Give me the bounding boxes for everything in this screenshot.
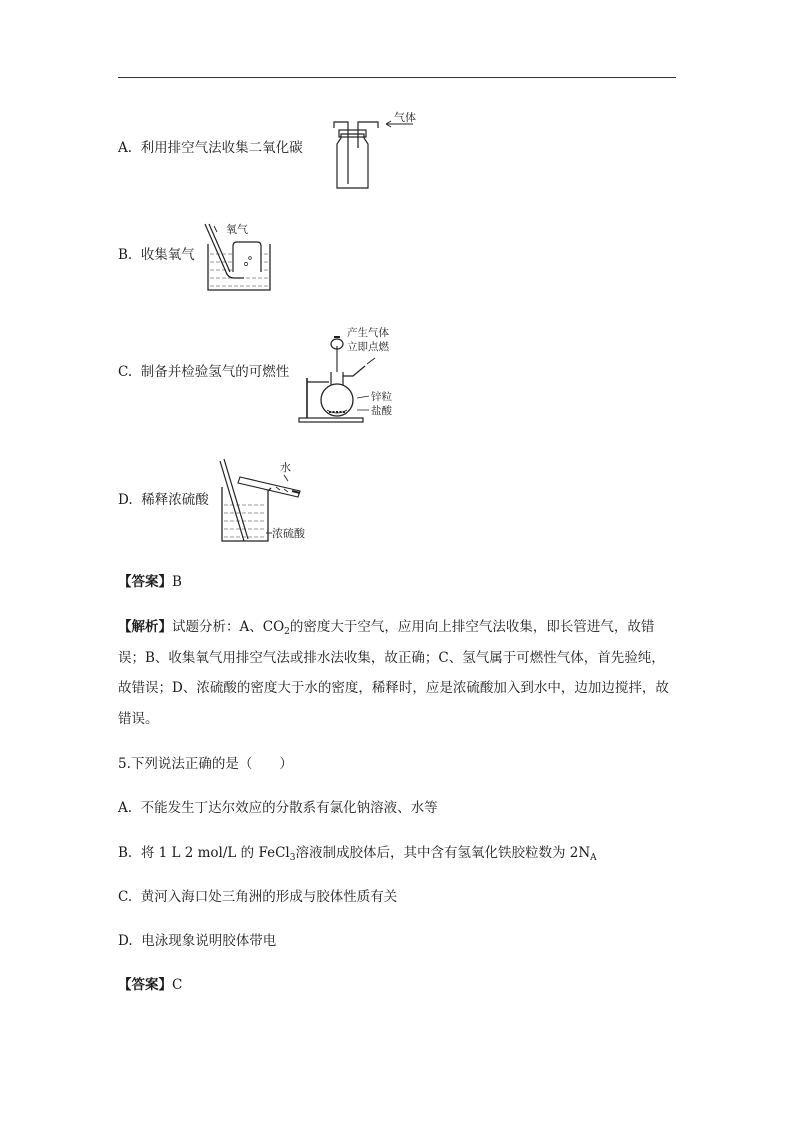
q5-option-d	[118, 931, 276, 951]
option-letter: B.	[118, 247, 133, 263]
option-letter: D.	[118, 933, 133, 949]
option-letter: A.	[118, 140, 133, 156]
option-text: 将 1 L 2 mol/L 的 FeCl	[140, 845, 290, 861]
q5-option-a	[118, 798, 438, 818]
q4-option-b	[118, 245, 195, 265]
option-letter: C.	[118, 364, 133, 380]
header-rule	[118, 77, 676, 78]
gas-bottle-figure	[326, 108, 430, 192]
q4-option-a	[118, 138, 303, 158]
dilution-figure	[214, 455, 318, 547]
option-text: 电泳现象说明胶体带电	[141, 933, 277, 949]
option-subscript: A	[590, 853, 597, 863]
option-text-cont: 溶液制成胶体后，其中含有氢氧化铁胶粒数为 2N	[295, 845, 591, 861]
option-subscript: 3	[289, 853, 296, 863]
analysis-subscript: 2	[284, 627, 290, 637]
figure-label: 水	[280, 461, 291, 474]
option-letter: A.	[118, 800, 133, 816]
figure-label: 产生气体	[347, 327, 389, 339]
q5-stem: 5.下列说法正确的是（ ）	[118, 756, 293, 772]
option-letter: D.	[118, 492, 133, 508]
figure-label: 氧气	[226, 223, 248, 236]
analysis-text: 试题分析：A、CO	[172, 619, 285, 635]
analysis-label: 【解析】	[118, 619, 172, 635]
option-letter: C.	[118, 889, 133, 905]
q5-answer	[118, 975, 182, 995]
option-text: 黄河入海口处三角洲的形成与胶体性质有关	[140, 889, 398, 905]
hydrogen-apparatus-figure	[295, 326, 407, 424]
analysis-text-cont: 的密度大于空气，应用向上排空气法收集，即长管进气，故错误；B、收集氧气用排空气法或排水法收集，故正确；C、氢气属于可燃性气体，首先验纯，故错误；D、浓硫酸的密度大于水的密度，稀释时，应是浓硫酸加入到水中，边加边搅拌，故错误。	[118, 619, 669, 727]
option-text: 利用排空气法收集二氧化碳	[140, 140, 303, 156]
figure-label: 立即点燃	[347, 341, 389, 353]
option-text: 制备并检验氢气的可燃性	[140, 364, 290, 380]
answer-value: B	[172, 574, 182, 590]
q5-option-b	[118, 843, 597, 863]
answer-label: 【答案】	[118, 977, 172, 993]
figure-label: 气体	[394, 111, 416, 124]
q5-option-c	[118, 887, 397, 907]
q4-option-d	[118, 490, 209, 510]
option-text: 稀释浓硫酸	[141, 492, 209, 508]
figure-label: 锌粒	[371, 391, 392, 403]
q4-answer	[118, 572, 182, 592]
answer-label: 【答案】	[118, 574, 172, 590]
q4-option-c	[118, 362, 289, 382]
figure-label: 浓硫酸	[272, 527, 305, 540]
figure-label: 盐酸	[371, 405, 392, 417]
water-collection-figure	[204, 220, 276, 294]
answer-value: C	[172, 977, 183, 993]
option-letter: B.	[118, 845, 133, 861]
option-text: 不能发生丁达尔效应的分散系有氯化钠溶液、水等	[140, 800, 438, 816]
option-text: 收集氧气	[140, 247, 195, 263]
q4-analysis	[118, 612, 676, 734]
